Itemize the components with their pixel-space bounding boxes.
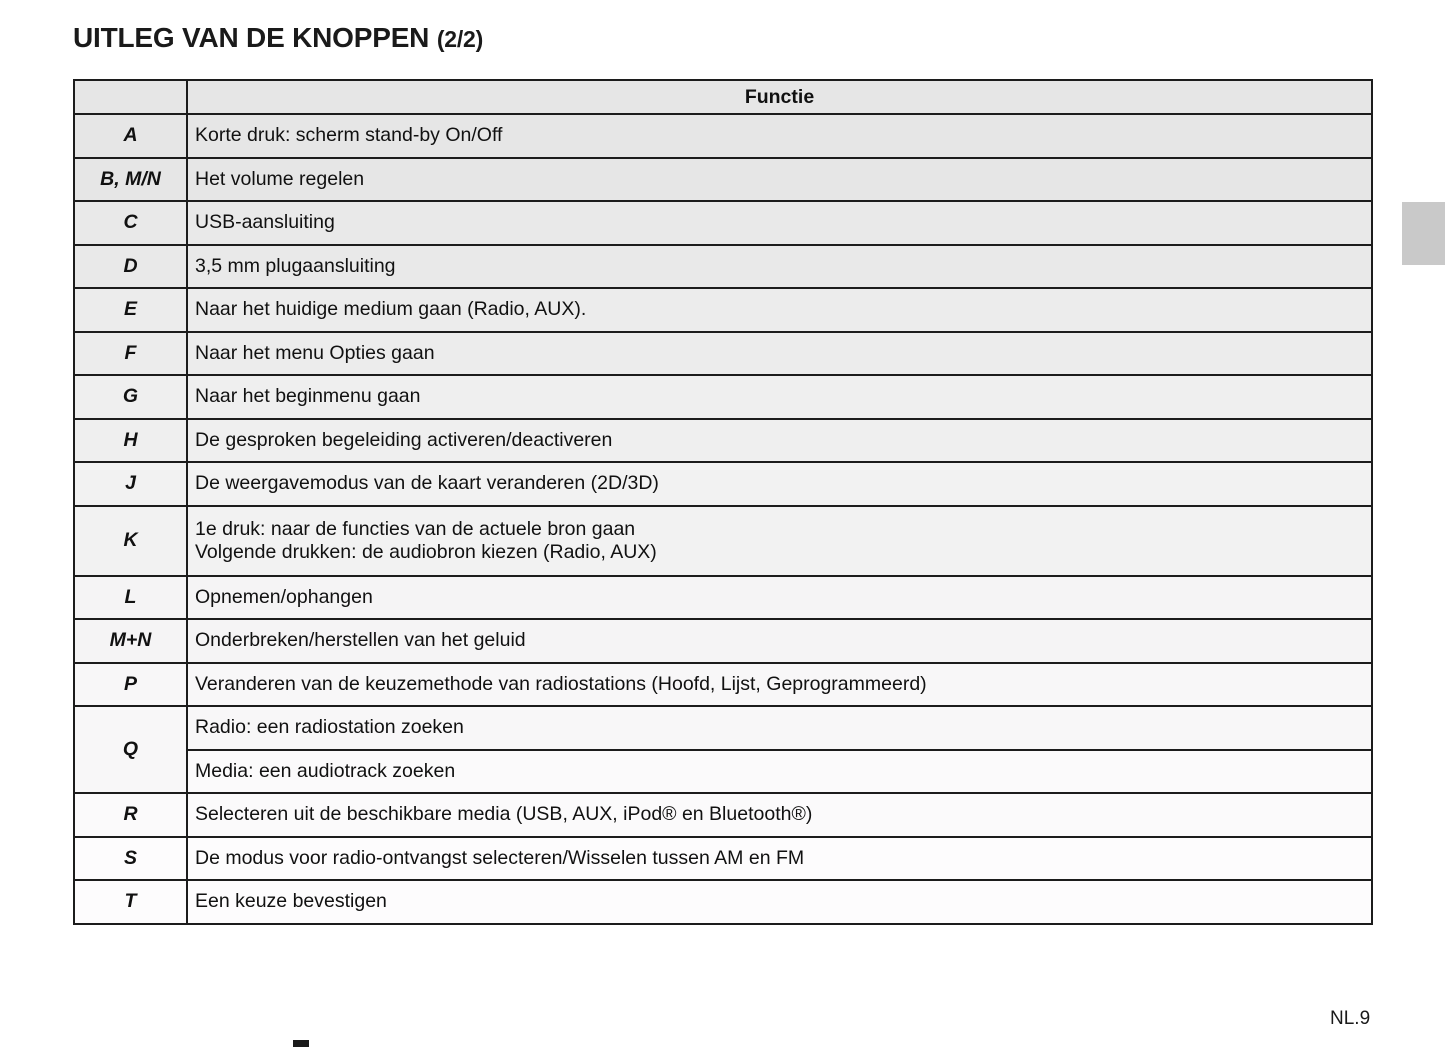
table-row <box>74 332 1372 376</box>
page-title-suffix: (2/2) <box>436 26 484 52</box>
table-row <box>74 837 1372 881</box>
button-function: De modus voor radio-ontvangst selecteren/Wisselen tussen AM en FM <box>187 837 1372 881</box>
button-key: F <box>74 332 187 376</box>
button-key: J <box>74 462 187 506</box>
table-row <box>74 750 1372 794</box>
button-function: Radio: een radiostation zoeken <box>187 706 1372 750</box>
button-function <box>187 506 1372 576</box>
button-key: K <box>74 506 187 576</box>
button-function: Het volume regelen <box>187 158 1372 202</box>
page-number: NL.9 <box>1330 1008 1371 1029</box>
table-header-key <box>74 80 187 114</box>
table-row <box>74 619 1372 663</box>
button-function: Korte druk: scherm stand-by On/Off <box>187 114 1372 158</box>
table-row <box>74 706 1372 750</box>
button-key: L <box>74 576 187 620</box>
print-crop-mark <box>293 1040 309 1047</box>
table-header-row <box>74 80 1372 114</box>
button-function: Media: een audiotrack zoeken <box>187 750 1372 794</box>
button-function: 3,5 mm plugaansluiting <box>187 245 1372 289</box>
table-row <box>74 158 1372 202</box>
button-key: M+N <box>74 619 187 663</box>
button-key: C <box>74 201 187 245</box>
table-row <box>74 880 1372 924</box>
table-row <box>74 419 1372 463</box>
button-function: Selecteren uit de beschikbare media (USB, AUX, iPod® en Bluetooth®) <box>187 793 1372 837</box>
table-row <box>74 793 1372 837</box>
button-key: A <box>74 114 187 158</box>
page-title-text: UITLEG VAN DE KNOPPEN <box>73 22 430 53</box>
table-row <box>74 576 1372 620</box>
button-key: R <box>74 793 187 837</box>
button-function: Onderbreken/herstellen van het geluid <box>187 619 1372 663</box>
button-function: Naar het beginmenu gaan <box>187 375 1372 419</box>
button-key: T <box>74 880 187 924</box>
button-function: De weergavemodus van de kaart veranderen (2D/3D) <box>187 462 1372 506</box>
button-function: USB-aansluiting <box>187 201 1372 245</box>
button-function: Veranderen van de keuzemethode van radiostations (Hoofd, Lijst, Geprogrammeerd) <box>187 663 1372 707</box>
table-row <box>74 288 1372 332</box>
button-key: B, M/N <box>74 158 187 202</box>
button-key: D <box>74 245 187 289</box>
button-key: Q <box>74 706 187 793</box>
table-row <box>74 375 1372 419</box>
button-function-line: 1e druk: naar de functies van de actuele bron gaan <box>195 517 636 540</box>
buttons-table <box>73 79 1373 925</box>
button-function: De gesproken begeleiding activeren/deactiveren <box>187 419 1372 463</box>
table-header-function: Functie <box>187 80 1372 114</box>
table-row <box>74 114 1372 158</box>
page-title <box>73 22 483 54</box>
button-function: Naar het huidige medium gaan (Radio, AUX). <box>187 288 1372 332</box>
button-key: H <box>74 419 187 463</box>
button-key: P <box>74 663 187 707</box>
table-row <box>74 462 1372 506</box>
button-function: Naar het menu Opties gaan <box>187 332 1372 376</box>
button-function: Opnemen/ophangen <box>187 576 1372 620</box>
chapter-side-tab <box>1402 202 1445 265</box>
table-row <box>74 506 1372 576</box>
table-row <box>74 245 1372 289</box>
button-key: G <box>74 375 187 419</box>
button-key: S <box>74 837 187 881</box>
button-function: Een keuze bevestigen <box>187 880 1372 924</box>
button-key: E <box>74 288 187 332</box>
button-function-line: Volgende drukken: de audiobron kiezen (Radio, AUX) <box>195 540 657 563</box>
table-row <box>74 663 1372 707</box>
table-row <box>74 201 1372 245</box>
